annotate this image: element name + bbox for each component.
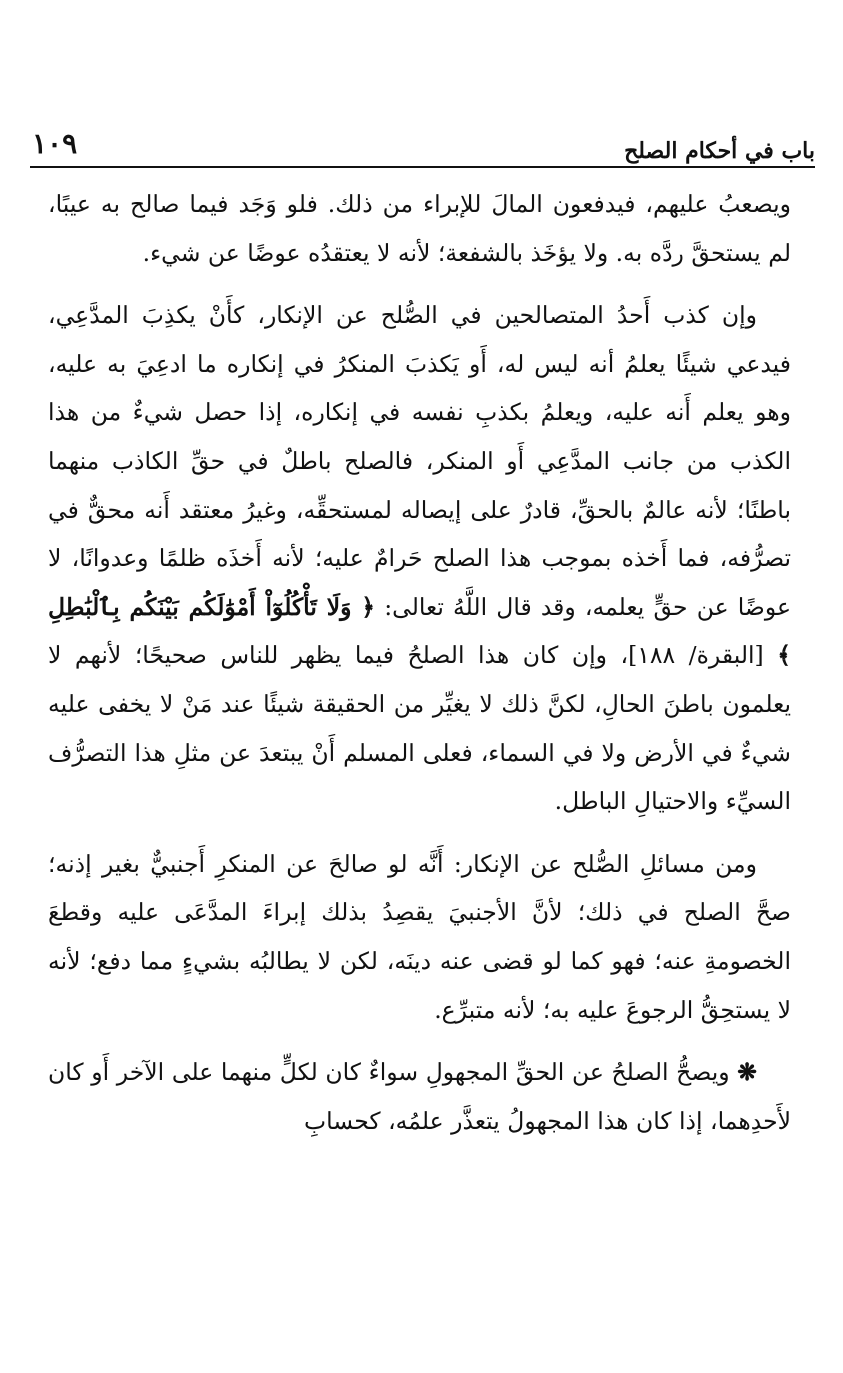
- body-text: [48, 180, 791, 1145]
- paragraph-text: ويصحُّ الصلحُ عن الحقِّ المجهولِ سواءٌ كان لكلٍّ منهما على الآخر أَو كان لأَحدِهما، إذا كان هذا المجهولُ يتعذَّر علمُه، كحسابِ: [48, 1058, 791, 1135]
- paragraph-unknown-right: [48, 1048, 791, 1145]
- paragraph-stranger-settlement: [48, 840, 791, 1034]
- paragraph-text: ويصعبُ عليهم، فيدفعون المالَ للإبراء من ذلك. فلو وَجَد فيما صالح به عيبًا، لم يستحقَّ ردَّه به. ولا يؤخَذ بالشفعة؛ لأنه لا يعتقدُه عوضًا عن شيء.: [48, 190, 791, 267]
- asterisk-bullet-icon: ❋: [737, 1058, 757, 1087]
- header-rule: [30, 166, 815, 168]
- chapter-title: باب في أحكام الصلح: [624, 138, 815, 164]
- paragraph-text: ومن مسائلِ الصُّلح عن الإنكار: أَنَّه لو صالحَ عن المنكرِ أَجنبيٌّ بغير إذنه؛ صحَّ الصلح في ذلك؛ لأنَّ الأجنبيَ يقصِدُ بذلك إبراءَ المدَّعَى عليه وقطعَ الخصومةِ عنه؛ فهو كما لو قضى عنه دينَه، لكن لا يطالبُه بشيءٍ مما دفع؛ لأنه لا يستحِقُّ الرجوعَ عليه به؛ لأنه متبرِّع.: [48, 849, 791, 1024]
- paragraph-false-settlement: [48, 291, 791, 826]
- verse-citation-and-text: [البقرة/ ١٨٨]، وإن كان هذا الصلحُ فيما يظهر للناس صحيحًا؛ لأنهم لا يعلمون باطنَ الحالِ، لكنَّ ذلك لا يغيِّر من الحقيقة شيئًا عند مَنْ لا يخفى عليه شيءٌ في الأرض ولا في السماء، فعلى المسلم أَنْ يبتعدَ عن مثلِ هذا التصرُّف السيِّء والاحتيالِ الباطل.: [48, 641, 791, 816]
- paragraph-continuation: [48, 180, 791, 277]
- running-header: [30, 122, 815, 168]
- quran-verse: ﴿ وَلَا تَأْكُلُوٓاْ أَمْوَٰلَكُم بَيْنَكُم بِٱلْبَٰطِلِ ﴾: [48, 592, 791, 670]
- page-number: ١٠٩: [32, 127, 78, 160]
- paragraph-text: وإن كذب أَحدُ المتصالحين في الصُّلح عن الإنكار، كأَنْ يكذِبَ المدَّعِي، فيدعي شيئًا يعلمُ أنه ليس له، أَو يَكذبَ المنكرُ في إنكاره ما ادعِيَ به عليه، وهو يعلم أَنه عليه، ويعلمُ بكذبِ نفسه في إنكاره، إذا حصل شيءٌ من هذا الكذب من جانب المدَّعِي أَو المنكر، فالصلح باطلٌ في حقِّ الكاذب منهما باطنًا؛ لأنه عالمٌ بالحقِّ، قادرٌ على إيصاله لمستحقِّه، وغيرُ معتقد أَنه محقٌّ في تصرُّفه، فما أَخذه بموجب هذا الصلح حَرامٌ عليه؛ لأنه أَخذَه ظلمًا وعدوانًا، لا عوضًا عن حقٍّ يعلمه، وقد قال اللَّهُ تعالى:: [48, 301, 792, 621]
